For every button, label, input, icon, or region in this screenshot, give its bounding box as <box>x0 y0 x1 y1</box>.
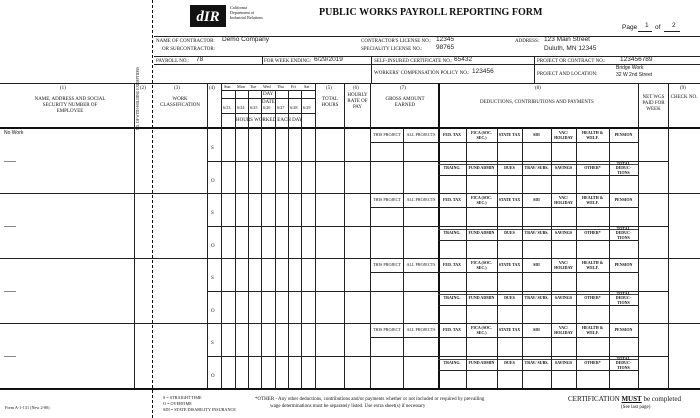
deduction-label: DUES <box>504 165 515 171</box>
all-projects-label: ALL PROJECTS <box>406 262 436 268</box>
week-value: 6/29/2019 <box>314 56 343 63</box>
col5-header: TOTAL HOURS <box>321 97 339 108</box>
deduction-label: DUES <box>504 230 515 236</box>
deduction-label: PENSION <box>614 262 633 268</box>
col3-header: WORK CLASSIFICATION <box>160 97 201 108</box>
deduction-label: HEALTH & WELF. <box>581 260 604 270</box>
subcontractor-label: OR SUBCONTRACTOR: <box>162 47 216 52</box>
deduction-label: TRAV/ SUBS. <box>524 295 549 301</box>
deduction-label: DUES <box>504 360 515 366</box>
self-ins-value: 65432 <box>454 56 473 63</box>
deduction-label: VAC/ HOLIDAY <box>554 325 573 335</box>
this-project-label: THIS PROJECT <box>372 262 402 268</box>
comp-value: 123456 <box>472 68 494 75</box>
col2-num: (2) <box>140 86 146 91</box>
all-projects-label: ALL PROJECTS <box>406 132 436 138</box>
license-label: CONTRACTOR'S LICENSE NO.: <box>361 39 432 44</box>
overtime-label: O <box>211 179 215 184</box>
col1-header: NAME, ADDRESS AND SOCIAL SECURITY NUMBER OF EMPLOYEE <box>34 97 106 114</box>
col6-num: (6) <box>353 86 359 91</box>
deduction-label: TRAING. <box>443 165 461 171</box>
deduction-label: TOTAL DEDUC-TIONS <box>615 355 632 370</box>
date-label: DATE <box>262 100 275 105</box>
check-header: CHECK NO. <box>670 95 698 100</box>
deduction-label: SAVINGS <box>554 360 573 366</box>
deduction-label: FICA (SOC. SEC.) <box>470 260 493 270</box>
payroll-label: PAYROLL NO.: <box>156 59 190 64</box>
legend-sdi: SDI = STATE DISABILITY INSURANCE <box>163 407 236 412</box>
col7-num: (7) <box>400 86 406 91</box>
deduction-label: STATE TAX <box>498 132 521 138</box>
date-7: 6/29 <box>303 105 311 110</box>
week-label: FOR WEEK ENDING: <box>264 59 312 64</box>
deduction-label: FUND ADMIN <box>468 165 495 171</box>
deduction-label: PENSION <box>614 132 633 138</box>
page-title: PUBLIC WORKS PAYROLL REPORTING FORM <box>319 7 543 18</box>
of-label: of <box>655 24 661 31</box>
straight-time-label: S <box>211 341 214 346</box>
employee-name: No Work <box>4 130 24 136</box>
deduction-label: SAVINGS <box>554 295 573 301</box>
deduction-label: OTHER* <box>584 360 601 366</box>
contractor-value: Demo Company <box>222 36 269 43</box>
day-sun: Sun <box>224 84 231 89</box>
project-no-value: 123456789 <box>620 56 653 63</box>
day-sat: Sat <box>304 84 310 89</box>
address-label: ADDRESS: <box>515 39 540 44</box>
specialty-value: 98765 <box>436 44 455 51</box>
col4-num: (4) <box>209 86 215 91</box>
col2-header: NO. OF WITH-HOLDING EXEMPTIONS <box>136 66 140 130</box>
deduction-label: FUND ADMIN <box>468 230 495 236</box>
overtime-label: O <box>211 244 215 249</box>
deduction-label: HEALTH & WELF. <box>581 325 604 335</box>
location-line1: Bridge Work <box>616 65 644 71</box>
legend-overtime: O = OVERTIME <box>163 401 192 406</box>
address-line2: Duluth, MN 12345 <box>544 45 597 52</box>
deduction-label: TRAING. <box>443 295 461 301</box>
col8-header: DEDUCTIONS, CONTRIBUTIONS AND PAYMENTS <box>480 100 594 105</box>
date-4: 6/26 <box>263 105 271 110</box>
deduction-label: OTHER* <box>584 230 601 236</box>
deduction-label: PENSION <box>614 327 633 333</box>
deduction-label: SDI <box>533 132 540 138</box>
dept-line3: Industrial Relations <box>230 15 263 20</box>
deduction-label: SDI <box>533 327 540 333</box>
project-no-label: PROJECT OR CONTRACT NO.: <box>537 59 606 64</box>
contractor-label: NAME OF CONTRACTOR: <box>156 39 215 44</box>
license-value: 12345 <box>436 36 455 43</box>
deduction-label: FED. TAX <box>442 262 462 268</box>
deduction-label: VAC/ HOLIDAY <box>554 130 573 140</box>
overtime-label: O <box>211 309 215 314</box>
all-projects-label: ALL PROJECTS <box>406 327 436 333</box>
page-total: 2 <box>672 22 676 29</box>
date-2: 6/24 <box>237 105 245 110</box>
deduction-label: TRAV/ SUBS. <box>524 165 549 171</box>
overtime-label: O <box>211 374 215 379</box>
deduction-label: TRAING. <box>443 360 461 366</box>
other-note-line2: wage determinations must be separately listed. Use extra sheet(s) if necessary <box>270 404 426 409</box>
self-ins-label: SELF-INSURED CERTIFICATE NO.: <box>374 59 453 64</box>
deduction-label: FUND ADMIN <box>468 295 495 301</box>
deduction-label: VAC/ HOLIDAY <box>554 195 573 205</box>
date-1: 6/23 <box>223 105 231 110</box>
col5-num: (5) <box>326 86 332 91</box>
deduction-label: SDI <box>533 197 540 203</box>
day-tue: Tue <box>250 84 257 89</box>
deduction-label: FUND ADMIN <box>468 360 495 366</box>
location-line2: 32 W 2nd Street <box>616 72 653 78</box>
straight-time-label: S <box>211 211 214 216</box>
all-projects-label: ALL PROJECTS <box>406 197 436 203</box>
col7-header: GROSS AMOUNT EARNED <box>385 97 425 108</box>
straight-time-label: S <box>211 146 214 151</box>
certification-note: CERTIFICATION MUST be completed <box>568 395 681 403</box>
legend-straight: S = STRAIGHT TIME <box>163 395 202 400</box>
deduction-label: DUES <box>504 295 515 301</box>
deduction-label: HEALTH & WELF. <box>581 130 604 140</box>
payroll-value: 78 <box>196 56 204 63</box>
date-3: 6/25 <box>250 105 258 110</box>
deduction-label: FED. TAX <box>442 197 462 203</box>
dept-line2: Department of <box>230 10 255 15</box>
deduction-label: PENSION <box>614 197 633 203</box>
deduction-label: TRAV/ SUBS. <box>524 230 549 236</box>
deduction-label: TOTAL DEDUC-TIONS <box>615 160 632 175</box>
deduction-label: HEALTH & WELF. <box>581 195 604 205</box>
deduction-label: TOTAL DEDUC-TIONS <box>615 290 632 305</box>
day-label: DAY <box>263 92 274 97</box>
deduction-label: FED. TAX <box>442 327 462 333</box>
col6-header: HOURLY RATE OF PAY <box>347 93 368 110</box>
deduction-label: OTHER* <box>584 165 601 171</box>
deduction-label: FICA (SOC. SEC.) <box>470 195 493 205</box>
col9-header: NET WGS PAID FOR WEEK <box>642 95 665 112</box>
deduction-label: SDI <box>533 262 540 268</box>
comp-label: WORKERS' COMPENSATION POLICY NO.: <box>374 71 470 76</box>
this-project-label: THIS PROJECT <box>372 197 402 203</box>
deduction-label: TRAING. <box>443 230 461 236</box>
deduction-label: STATE TAX <box>498 262 521 268</box>
deduction-label: TRAV/ SUBS. <box>524 360 549 366</box>
deduction-label: VAC/ HOLIDAY <box>554 260 573 270</box>
hours-label: HOURS WORKED EACH DAY <box>236 118 303 123</box>
deduction-label: TOTAL DEDUC-TIONS <box>615 225 632 240</box>
page-label: Page <box>622 24 638 31</box>
day-fri: Fri <box>291 84 296 89</box>
col8-num: (8) <box>535 86 541 91</box>
this-project-label: THIS PROJECT <box>372 327 402 333</box>
svg-text:dIR: dIR <box>196 9 220 25</box>
deduction-label: SAVINGS <box>554 165 573 171</box>
specialty-label: SPECIALITY LICENSE NO.: <box>361 47 423 52</box>
deduction-label: STATE TAX <box>498 197 521 203</box>
date-5: 6/27 <box>277 105 285 110</box>
day-thu: Thu <box>277 84 284 89</box>
straight-time-label: S <box>211 276 214 281</box>
day-mon: Mon <box>237 84 245 89</box>
location-label: PROJECT AND LOCATION: <box>537 72 598 77</box>
certification-sub: (See last page) <box>621 405 651 410</box>
address-line1: 123 Main Street <box>544 36 590 43</box>
form-id: Form A-1-131 (New 2-80) <box>5 405 50 410</box>
col1-num: (1) <box>60 86 66 91</box>
col3-num: (3) <box>174 86 180 91</box>
deduction-label: SAVINGS <box>554 230 573 236</box>
deduction-label: FICA (SOC. SEC.) <box>470 130 493 140</box>
this-project-label: THIS PROJECT <box>372 132 402 138</box>
date-6: 6/28 <box>290 105 298 110</box>
col9-num: (9) <box>680 86 686 91</box>
other-note-line1: *OTHER - Any other deductions, contributions and/or payments whether or not included or required by prevailing <box>255 397 485 402</box>
page-number: 1 <box>645 22 649 29</box>
deduction-label: FED. TAX <box>442 132 462 138</box>
dept-line1: California <box>230 5 247 10</box>
dir-logo-icon <box>190 5 226 27</box>
day-wed: Wed <box>263 84 271 89</box>
deduction-label: STATE TAX <box>498 327 521 333</box>
deduction-label: FICA (SOC. SEC.) <box>470 325 493 335</box>
deduction-label: OTHER* <box>584 295 601 301</box>
